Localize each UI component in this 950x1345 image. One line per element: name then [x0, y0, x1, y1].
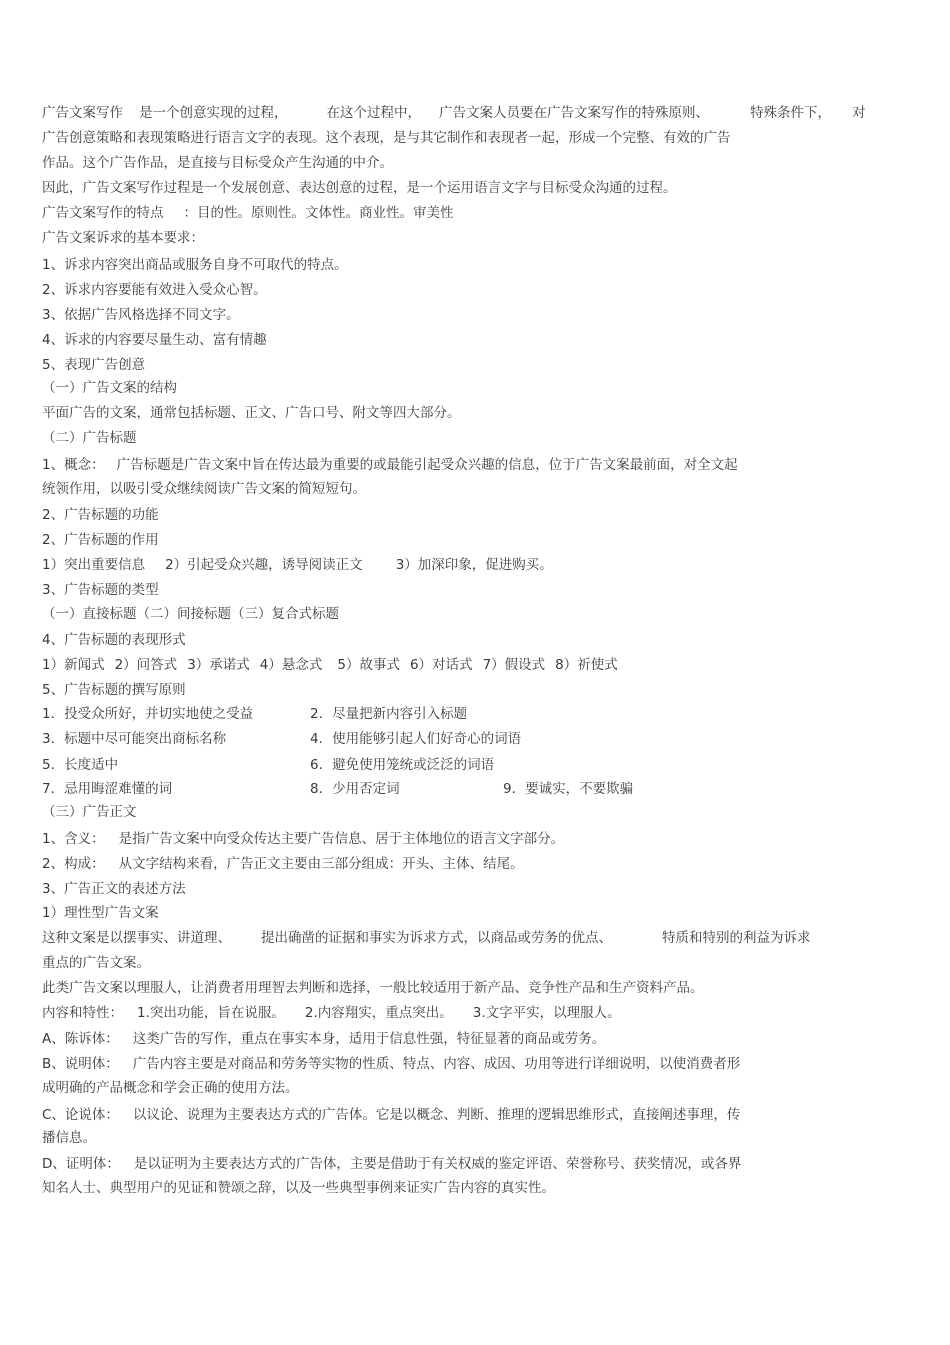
text-segment: C、论说体： [42, 1107, 119, 1123]
text-segment: 2、构成： [42, 856, 105, 872]
text-line [42, 904, 159, 922]
text-line [42, 929, 811, 947]
text-segment: 2、广告标题的作用 [42, 532, 159, 548]
text-segment: 6．避免使用笼统或泛泛的词语 [310, 757, 495, 773]
text-segment: B、说明体： [42, 1056, 119, 1072]
text-segment: 4、广告标题的表现形式 [42, 632, 186, 648]
text-segment: 广告标题是广告文案中旨在传达最为重要的或最能引起受众兴趣的信息，位于广告文案最前面，对全文起 [116, 457, 738, 473]
text-segment: 3、广告正文的表述方法 [42, 881, 186, 897]
text-segment: 广告文案诉求的基本要求： [42, 230, 204, 246]
text-segment: 3、广告标题的类型 [42, 582, 159, 598]
text-line [42, 506, 159, 524]
text-line [42, 331, 267, 349]
text-line [42, 1179, 555, 1197]
text-segment: 广告文案人员要在广告文案写作的特殊原则、 [439, 105, 709, 121]
text-segment: 2）问答式 [114, 657, 178, 673]
section-heading [42, 803, 137, 821]
text-segment: 1）突出重要信息 [42, 557, 146, 573]
text-segment: 4．使用能够引起人们好奇心的词语 [310, 731, 522, 747]
text-segment: （三）广告正文 [42, 804, 137, 820]
text-line [42, 705, 468, 723]
text-line [42, 1129, 96, 1147]
text-line [42, 954, 150, 972]
text-segment: 平面广告的文案，通常包括标题、正文、广告口号、附文等四大部分。 [42, 405, 461, 421]
text-segment: 1、概念： [42, 457, 105, 473]
text-line [42, 179, 677, 197]
text-line [42, 1030, 605, 1048]
text-segment: 这种文案是以摆事实、讲道理、 [42, 930, 231, 946]
text-segment: 5、广告标题的撰写原则 [42, 682, 186, 698]
text-segment: 7）假设式 [482, 657, 546, 673]
text-segment: 作品。这个广告作品，是直接与目标受众产生沟通的中介。 [42, 155, 393, 171]
text-segment: 特质和特别的利益为诉求 [662, 930, 811, 946]
text-line [42, 1106, 740, 1124]
text-segment: 广告文案写作的特点 [42, 205, 164, 221]
text-segment: 广告内容主要是对商品和劳务等实物的性质、特点、内容、成因、功用等进行详细说明，以使消费者形 [132, 1056, 741, 1072]
text-segment: 3）加深印象，促进购买。 [395, 557, 553, 573]
text-line [42, 631, 186, 649]
text-line [42, 605, 339, 623]
text-line [42, 456, 738, 474]
text-line [42, 1055, 740, 1073]
text-segment: 1）新闻式 [42, 657, 105, 673]
text-segment: 2.内容翔实，重点突出。 [304, 1005, 453, 1021]
text-segment: 以议论、说理为主要表达方式的广告体。它是以概念、判断、推理的逻辑思维形式，直接阐述事理，传 [132, 1107, 741, 1123]
text-line [42, 1155, 741, 1173]
text-segment: 7．忌用晦涩难懂的词 [42, 781, 173, 797]
text-segment: 1.突出功能，旨在说服。 [137, 1005, 285, 1021]
text-line [42, 556, 553, 574]
text-segment: D、证明体： [42, 1156, 120, 1172]
text-segment: 8．少用否定词 [310, 781, 400, 797]
text-segment: （二）广告标题 [42, 430, 137, 446]
text-segment: 5、表现广告创意 [42, 357, 146, 373]
text-segment: 1）理性型广告文案 [42, 905, 159, 921]
text-segment: 1、含义： [42, 831, 105, 847]
text-segment: 2、诉求内容要能有效进入受众心智。 [42, 282, 267, 298]
text-line [42, 780, 634, 798]
text-line [42, 404, 461, 422]
text-line [42, 480, 366, 498]
text-segment: 3、依据广告风格选择不同文字。 [42, 307, 240, 323]
text-line [42, 880, 186, 898]
section-heading [42, 429, 137, 447]
text-segment: 知名人士、典型用户的见证和赞颂之辞，以及一些典型事例来证实广告内容的真实性。 [42, 1180, 555, 1196]
text-segment: 这类广告的写作，重点在事实本身，适用于信息性强，特征显著的商品或劳务。 [132, 1031, 606, 1047]
text-line [42, 830, 564, 848]
text-segment: 成明确的产品概念和学会正确的使用方法。 [42, 1080, 299, 1096]
text-segment: 8）祈使式 [555, 657, 618, 673]
text-segment: 统领作用，以吸引受众继续阅读广告文案的简短短句。 [42, 481, 366, 497]
text-segment: 在这个过程中， [326, 105, 421, 121]
text-line [42, 979, 704, 997]
text-segment: 3．标题中尽可能突出商标名称 [42, 731, 227, 747]
text-segment: （一）广告文案的结构 [42, 380, 177, 396]
text-segment: 是以证明为主要表达方式的广告体，主要是借助于有关权威的鉴定评语、荣誉称号、获奖情况，或各界 [133, 1156, 742, 1172]
text-line [42, 204, 454, 222]
text-line [42, 1079, 299, 1097]
text-line [42, 256, 348, 274]
text-segment: 广告创意策略和表现策略进行语言文字的表现。这个表现，是与其它制作和表现者一起，形成一个完整、有效的广告 [42, 130, 731, 146]
text-segment: 重点的广告文案。 [42, 955, 150, 971]
text-segment: 是指广告文案中向受众传达主要广告信息、居于主体地位的语言文字部分。 [118, 831, 565, 847]
text-segment: ：目的性。原则性。文体性。商业性。审美性 [183, 205, 454, 221]
text-segment: 2．尽量把新内容引入标题 [310, 706, 468, 722]
text-segment: 9．要诚实，不要欺骗 [503, 781, 634, 797]
text-line [42, 656, 618, 674]
text-line [42, 1004, 621, 1022]
text-line [42, 730, 522, 748]
text-segment: 4、诉求的内容要尽量生动、富有情趣 [42, 332, 267, 348]
text-segment: 5）故事式 [337, 657, 400, 673]
text-line [42, 356, 145, 374]
text-line [42, 129, 731, 147]
text-segment: 4）悬念式 [259, 657, 323, 673]
text-line [42, 756, 495, 774]
text-line [42, 154, 393, 172]
text-segment: 6）对话式 [409, 657, 473, 673]
text-line [42, 229, 204, 247]
text-segment: 3）承诺式 [187, 657, 250, 673]
text-segment: 2）引起受众兴趣，诱导阅读正文 [165, 557, 363, 573]
text-segment: A、陈诉体： [42, 1031, 119, 1047]
text-segment: 1、诉求内容突出商品或服务自身不可取代的特点。 [42, 257, 348, 273]
text-segment: 从文字结构来看，广告正文主要由三部分组成：开头、主体、结尾。 [118, 856, 524, 872]
text-line [42, 681, 186, 699]
text-segment: 播信息。 [42, 1130, 96, 1146]
text-segment: 是一个创意实现的过程， [139, 105, 288, 121]
text-segment: 此类广告文案以理服人，让消费者用理智去判断和选择，一般比较适用于新产品、竞争性产品和生产资料产品。 [42, 980, 704, 996]
text-segment: 对 [852, 105, 866, 121]
text-segment: 5．长度适中 [42, 757, 119, 773]
text-segment: 因此，广告文案写作过程是一个发展创意、表达创意的过程，是一个运用语言文字与目标受众沟通的过程。 [42, 180, 677, 196]
text-line [42, 581, 159, 599]
text-segment: 3.文字平实，以理服人。 [472, 1005, 621, 1021]
text-segment: 提出确凿的证据和事实为诉求方式，以商品或劳务的优点、 [261, 930, 612, 946]
text-segment: （一）直接标题（二）间接标题（三）复合式标题 [42, 606, 339, 622]
text-line [42, 281, 267, 299]
text-segment: 1．投受众所好，并切实地使之受益 [42, 706, 254, 722]
text-line [42, 306, 240, 324]
section-heading [42, 379, 177, 397]
text-line [42, 531, 159, 549]
text-segment: 2、广告标题的功能 [42, 507, 159, 523]
text-segment: 特殊条件下， [750, 105, 831, 121]
text-line [42, 855, 524, 873]
text-segment: 广告文案写作 [42, 105, 123, 121]
text-line [42, 104, 866, 122]
text-segment: 内容和特性： [42, 1005, 123, 1021]
